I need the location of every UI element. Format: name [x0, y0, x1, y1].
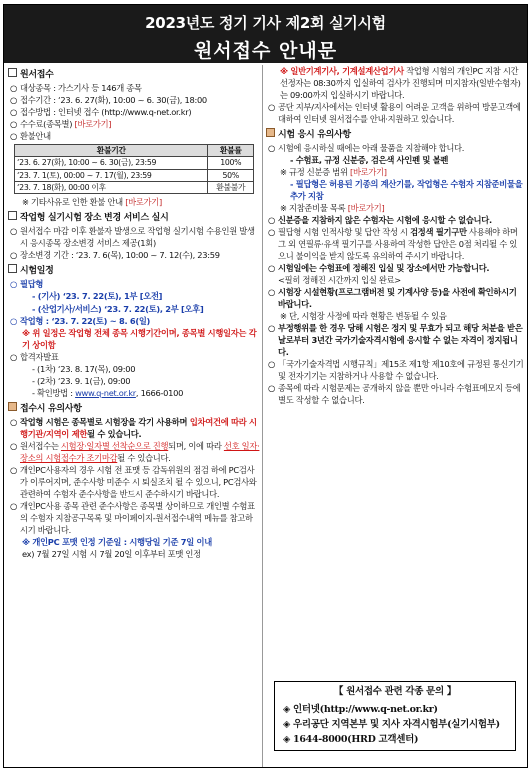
- checkbox-icon: [8, 402, 17, 411]
- header-title-line2: 원서접수 안내문: [193, 40, 338, 62]
- item-written: ○ 필답형: [8, 278, 260, 290]
- item-target: ○ 대상종목 : 가스기사 등 146개 종목: [8, 82, 260, 94]
- item-results-second: - (2차) ‘23. 9. 1(금), 09:00: [32, 375, 131, 386]
- table-cell: ‘23. 7. 18(화), 00:00 이후: [15, 182, 208, 194]
- qnet-link[interactable]: www.q-net.or.kr: [75, 387, 136, 398]
- item-exam-questions: ○ 종목에 따라 시험문제는 공개하지 않을 뿐만 아니라 수험표메모지 등에 별도 작성할 수 없습니다.: [266, 382, 524, 406]
- note-format-date: ※ 개인PC 포맷 인정 기준일 : 시행당일 기준 7일 이내: [22, 536, 212, 547]
- item-results-first: - (1차) ‘23. 8. 17(목), 09:00: [32, 363, 136, 374]
- item-id-required: ○ 신분증을 지참하지 않은 수험자는 시험에 응시할 수 없습니다.: [266, 214, 524, 226]
- section-schedule: 시험일정: [8, 264, 260, 278]
- note-facility-change: ※ 단, 시험장 사정에 따라 현황은 변동될 수 있음: [280, 311, 447, 322]
- left-column: [8, 65, 260, 767]
- contact-title: 【 원서접수 관련 각종 문의 】: [333, 686, 457, 697]
- item-calculator: - 필답형은 허용된 기종의 계산기를, 작업형은 수험자 지참준비물을 추가 지참: [290, 179, 523, 202]
- table-header: 환불률: [208, 145, 254, 157]
- item-venue-notice: ○ 작업형 시험은 종목별로 시험장을 각기 사용하며 입차여건에 따라 시행기관/지역이 제한될 수 있습니다.: [8, 416, 260, 440]
- column-divider: [262, 65, 263, 767]
- item-pen-rule: ○ 필답형 시험 인적사항 및 답안 작성 시 검정색 필기구만 사용해야 하며 그 외 연필류·유색 필기구를 사용하여 작성한 답안은 0점 처리될 수 있으니 불이익을 받지 않도록 유의하여 주시기 바랍니다.: [266, 226, 524, 262]
- right-column: [266, 65, 524, 767]
- supplies-link[interactable]: [바로가기]: [347, 203, 385, 214]
- checkbox-icon: [266, 128, 275, 137]
- diamond-icon: ◈: [283, 703, 294, 715]
- note-other-refund: ※ 기타사유로 인한 환불 안내 [바로가기]: [22, 197, 162, 208]
- item-devices: ○ 「국가기술자격법 시행규칙」제15조 제1항 제10호에 규정된 통신기기 및 전자기기는 지참하거나 사용할 수 없습니다.: [266, 358, 524, 382]
- fee-link[interactable]: [바로가기]: [74, 119, 112, 130]
- diamond-icon: ◈: [283, 734, 294, 746]
- item-fee: ○ 수수료(종목별) [바로가기]: [8, 118, 260, 130]
- table-cell: 환불불가: [208, 182, 254, 194]
- checkbox-icon: [8, 264, 17, 273]
- header-title-line1: 2023년도 정기 기사 제2회 실기시험: [145, 14, 386, 32]
- item-written-engineer: - (기사) ‘23. 7. 22(토), 1부 [오전]: [32, 291, 163, 302]
- id-range-link[interactable]: [바로가기]: [350, 167, 387, 178]
- item-facility-check: ○ 시험장 시설현황(프로그램버전 및 기계사양 등)을 사전에 확인하시기 바랍니다.: [266, 286, 524, 310]
- item-written-industrial: - (산업기사/서비스) ‘23. 7. 22(토), 2부 [오후]: [32, 303, 204, 314]
- item-venue-period: ○ 장소변경 기간 : ‘23. 7. 6(목), 10:00 ~ 7. 12(수), 23:59: [8, 249, 260, 261]
- body-columns: [4, 65, 527, 767]
- item-pc-check: ○ 개인PC사용자의 경우 시험 전 표맷 등 감독위원의 점검 하에 PC검사가 이루어지며, 준수사항 미준수 시 퇴실조치 될 수 있으니, PC검사와 관련하여 수험자 준수사항을 반드시 준수하시기 바랍니다.: [8, 464, 260, 500]
- table-row: [15, 182, 254, 194]
- table-cell: 50%: [208, 169, 254, 181]
- table-header-row: [15, 145, 254, 157]
- note-schedule: ※ 위 일정은 작업형 전체 종목 시행기간이며, 종목별 시행일자는 각기 상이함: [22, 327, 257, 350]
- item-entry-time: ○ 시험일에는 수험표에 정해진 입실 및 장소에서만 가능합니다. <필히 정해진 시간까지 입실 완료>: [266, 262, 524, 286]
- contact-item: ◈ 인터넷(http://www.q-net.or.kr): [283, 703, 438, 715]
- other-refund-link[interactable]: [바로가기]: [125, 197, 162, 208]
- item-first-come: ○ 원서접수는 시험장·일자별 선착순으로 진행되며, 이에 따라 선호 일자·장소의 시험접수가 조기마감될 수 있습니다.: [8, 440, 260, 464]
- item-period: ○ 접수기간 : ‘23. 6. 27(화), 10:00 ~ 6. 30(금), 18:00: [8, 94, 260, 106]
- item-method: ○ 접수방법 : 인터넷 접수 (http://www.q-net.or.kr): [8, 106, 260, 118]
- item-pc-rules: ○ 개인PC사용 종목 관련 준수사항은 종목별 상이하므로 개인별 수험표의 수험자 지참공구목록 및 마이페이지-원서접수내역 메뉴를 참고하시기 바랍니다.: [8, 500, 260, 536]
- item-results-method: - 확인방법 : www.q-net.or.kr, 1666-0100: [32, 387, 184, 398]
- checkbox-icon: [8, 211, 17, 220]
- checkbox-icon: [8, 68, 17, 77]
- item-practical: ○ 작업형 : ‘23. 7. 22(토) ~ 8. 6(일): [8, 315, 260, 327]
- notice-header: [4, 5, 527, 63]
- note-pc-entry: ※ 일반기계기사, 기계설계산업기사 작업형 시험의 개인PC 지참 시간 선정자는 08:30까지 입실하여 검사가 진행되며 미지참자(일반수험자)는 09:00까지 입실하시기 바랍니다.: [280, 66, 521, 101]
- note-supplies: ※ 지참준비물 목록 [바로가기]: [280, 203, 385, 214]
- item-required-list: - 수험표, 규정 신분증, 검은색 사인펜 및 볼펜: [290, 155, 449, 166]
- diamond-icon: ◈: [283, 718, 294, 730]
- section-application-notes: 접수시 유의사항: [8, 402, 260, 416]
- table-row: [15, 157, 254, 169]
- item-required-items: ○ 시험에 응시하실 때에는 아래 물품을 지참해야 합니다.: [266, 142, 524, 154]
- section-application: 원서접수: [8, 68, 260, 82]
- note-format-example: ex) 7월 27일 시험 시 7월 20일 이후부터 포맷 인정: [22, 548, 201, 559]
- notice-page: [3, 4, 528, 768]
- section-exam-notes: 시험 응시 유의사항: [266, 128, 524, 142]
- item-venue-service: ○ 원서접수 마감 이후 환불자 발생으로 작업형 실기시험 수용인원 발생 시 응시종목 장소변경 서비스 제공(1회): [8, 225, 260, 249]
- table-row: [15, 169, 254, 181]
- item-refund: ○ 환불안내: [8, 130, 260, 142]
- table-header: 환불기간: [15, 145, 208, 157]
- table-cell: 100%: [208, 157, 254, 169]
- table-cell: ‘23. 6. 27(화), 10:00 ~ 6. 30(금), 23:59: [15, 157, 208, 169]
- refund-table: [14, 144, 254, 194]
- item-results: ○ 합격자발표: [8, 351, 260, 363]
- table-cell: ‘23. 7. 1(토), 00:00 ~ 7. 17(월), 23:59: [15, 169, 208, 181]
- item-branch-support: ○ 공단 지부/지사에서는 인터넷 활용이 어려운 고객을 위하여 방문고객에 대하여 인터넷 원서접수를 안내·지원하고 있습니다.: [266, 101, 524, 125]
- note-id-range: ※ 규정 신분증 범위 [바로가기]: [280, 167, 387, 178]
- contact-box: [274, 681, 516, 751]
- contact-item: ◈ 1644-8000(HRD 고객센터): [283, 734, 419, 746]
- item-cheating: ○ 부정행위를 한 경우 당해 시험은 정지 및 무효가 되고 해당 처분을 받은 날로부터 3년간 국가기술자격시험에 응시할 수 없는 자격이 정지됩니다.: [266, 322, 524, 358]
- section-venue-change: 작업형 실기시험 장소 변경 서비스 실시: [8, 211, 260, 225]
- contact-item: ◈ 우리공단 지역본부 및 지사 자격시험부(실기시험부): [283, 718, 500, 730]
